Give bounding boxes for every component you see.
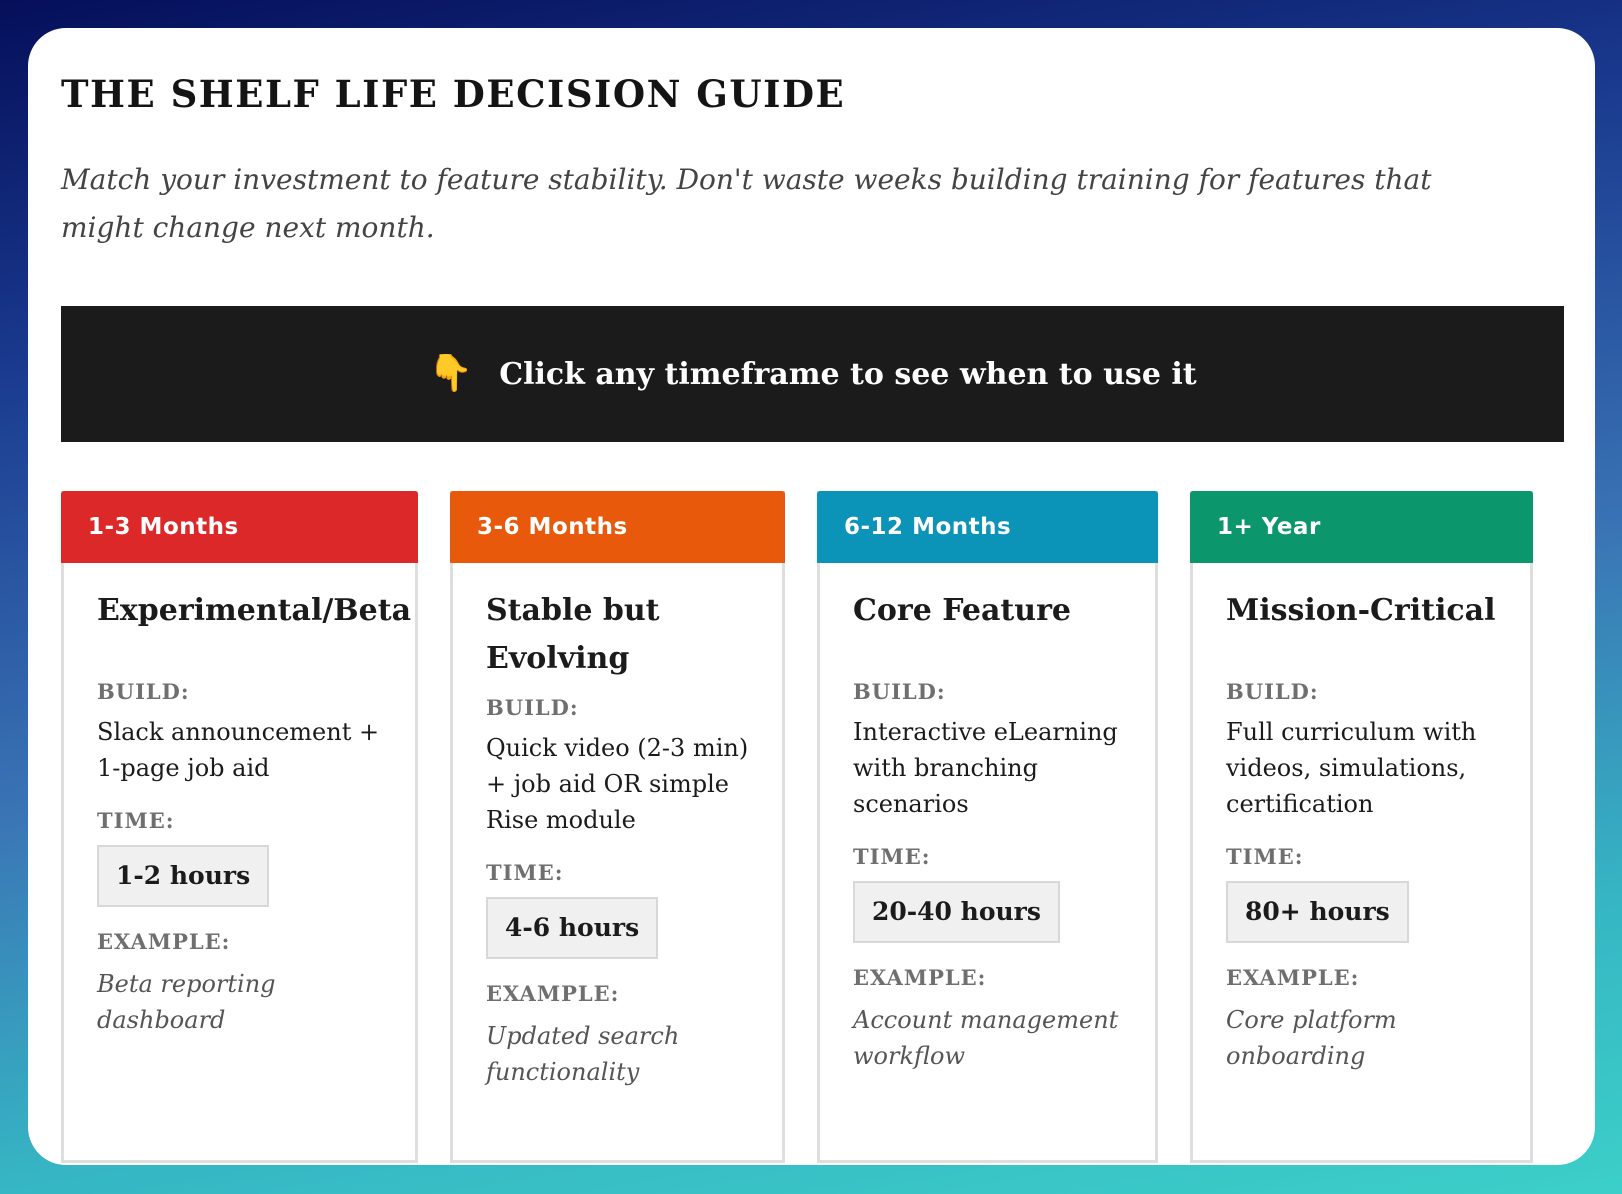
time-badge: 1-2 hours <box>97 845 269 907</box>
build-label: BUILD: <box>486 695 579 720</box>
build-label: BUILD: <box>97 679 190 704</box>
build-value: Interactive eLearning with branching scenarios <box>853 718 1118 818</box>
example-label: EXAMPLE: <box>1226 965 1360 990</box>
build-label: BUILD: <box>853 679 946 704</box>
build-value: Quick video (2-3 min) + job aid OR simple Rise module <box>486 734 749 834</box>
guide-panel <box>28 28 1595 1165</box>
example-label: EXAMPLE: <box>486 981 620 1006</box>
time-label: TIME: <box>486 860 564 885</box>
time-label: TIME: <box>1226 844 1304 869</box>
timeframe-card-3-6-months[interactable] <box>450 491 785 1163</box>
timeframe-header: 3-6 Months <box>450 491 785 563</box>
timeframe-header: 1-3 Months <box>61 491 418 563</box>
page-subtitle: Match your investment to feature stability. Don't waste weeks building training for features that might change next month. <box>61 163 1432 244</box>
example-value: Beta reporting dashboard <box>97 970 276 1034</box>
build-value: Slack announcement + 1-page job aid <box>97 718 380 782</box>
timeframe-card-1-plus-year[interactable] <box>1190 491 1533 1163</box>
card-title: Core Feature <box>853 593 1071 628</box>
build-value: Full curriculum with videos, simulations, certification <box>1226 718 1477 818</box>
time-label: TIME: <box>97 808 175 833</box>
example-value: Account management workflow <box>853 1006 1119 1070</box>
page-title: THE SHELF LIFE DECISION GUIDE <box>61 72 846 116</box>
example-value: Core platform onboarding <box>1226 1006 1397 1070</box>
time-badge: 20-40 hours <box>853 881 1060 943</box>
time-label: TIME: <box>853 844 931 869</box>
card-title: Stable but Evolving <box>486 593 660 676</box>
card-title: Experimental/Beta <box>97 593 412 628</box>
banner-text: Click any timeframe to see when to use it <box>499 356 1197 392</box>
timeframe-header: 1+ Year <box>1190 491 1533 563</box>
example-value: Updated search functionality <box>486 1022 680 1086</box>
timeframe-card-6-12-months[interactable] <box>817 491 1158 1163</box>
example-label: EXAMPLE: <box>853 965 987 990</box>
card-title: Mission-Critical <box>1226 593 1496 628</box>
timeframe-card-1-3-months[interactable] <box>61 491 418 1163</box>
example-label: EXAMPLE: <box>97 929 231 954</box>
time-badge: 80+ hours <box>1226 881 1409 943</box>
pointing-down-hand-icon: 👇 <box>428 353 474 394</box>
time-badge: 4-6 hours <box>486 897 658 959</box>
instruction-banner <box>61 306 1564 442</box>
timeframe-header: 6-12 Months <box>817 491 1158 563</box>
build-label: BUILD: <box>1226 679 1319 704</box>
